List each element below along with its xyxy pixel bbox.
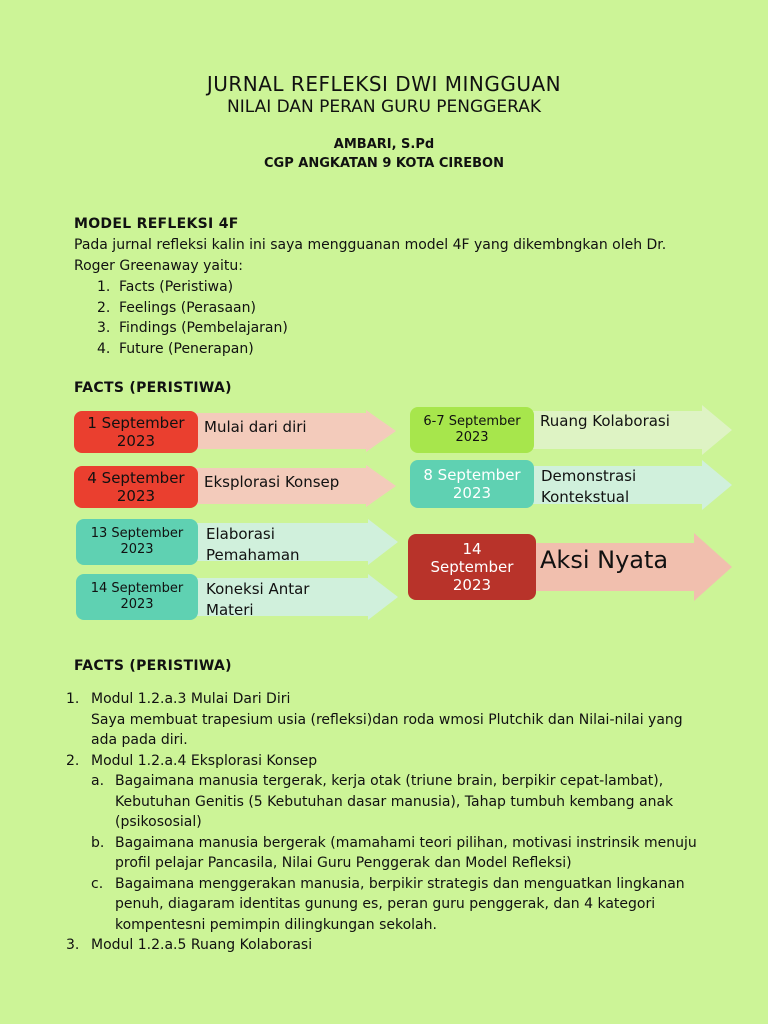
model-list <box>97 277 288 359</box>
sub-text: Kebutuhan Genitis (5 Kebutuhan dasar manusia), Tahap tumbuh kembang anak <box>115 793 674 810</box>
model-intro-line: Roger Greenaway yaitu: <box>74 258 243 274</box>
sub-text: Bagaimana manusia bergerak (mamahami teori pilihan, motivasi instrinsik menuju <box>115 834 697 851</box>
facts-list <box>66 689 706 956</box>
sub-item <box>91 771 706 833</box>
event-label: Mulai dari diri <box>204 418 307 436</box>
date-box: 14 September 2023 <box>408 534 536 600</box>
list-text: Feelings (Perasaan) <box>119 299 256 316</box>
sub-text: (psikososial) <box>115 814 202 830</box>
author-name: AMBARI, S.Pd <box>333 137 435 152</box>
list-text: Future (Penerapan) <box>119 340 254 357</box>
sub-text: penuh, diagaram identitas gunung es, peran guru penggerak, dan 4 kategori <box>115 896 656 912</box>
model-intro <box>74 235 714 277</box>
list-number: 1. <box>66 691 80 707</box>
list-number: 4. <box>97 340 111 357</box>
date-box: 6-7 September 2023 <box>410 407 534 453</box>
sub-text: kompentesni pemimpin dilingkungan sekolah. <box>115 916 437 933</box>
sub-item <box>91 874 706 936</box>
module-text: ada pada diri. <box>91 732 188 748</box>
date-box: 14 September 2023 <box>76 574 198 620</box>
list-item <box>66 935 706 956</box>
sub-letter: c. <box>91 875 104 892</box>
event-label: Eksplorasi Konsep <box>204 473 340 491</box>
sub-item <box>91 833 706 874</box>
sub-text: Bagaimana menggerakan manusia, berpikir strategis dan menguatkan lingkanan <box>115 875 685 892</box>
sub-letter: b. <box>91 834 105 851</box>
date-box: 8 September 2023 <box>410 460 534 508</box>
list-item <box>66 751 706 772</box>
module-title: Modul 1.2.a.5 Ruang Kolaborasi <box>91 937 313 953</box>
event-label: Demonstrasi Kontekstual <box>541 467 637 506</box>
timeline-heading: FACTS (PERISTIWA) <box>74 380 232 396</box>
document-subtitle: NILAI DAN PERAN GURU PENGGERAK <box>226 97 542 117</box>
list-text: Findings (Pembelajaran) <box>119 320 288 336</box>
module-text: Saya membuat trapesium usia (refleksi)dan roda wmosi Plutchik dan Nilai-nilai yang <box>91 711 683 728</box>
date-box: 1 September 2023 <box>74 411 198 453</box>
list-item <box>66 689 706 751</box>
list-text: Facts (Peristiwa) <box>119 279 234 295</box>
list-number: 2. <box>97 299 111 316</box>
list-number: 3. <box>97 320 111 336</box>
facts-heading: FACTS (PERISTIWA) <box>74 658 232 674</box>
module-title: Modul 1.2.a.4 Eksplorasi Konsep <box>91 752 318 769</box>
list-item <box>97 339 288 360</box>
list-item <box>97 277 288 298</box>
sub-letter: a. <box>91 773 105 789</box>
cohort-label: CGP ANGKATAN 9 KOTA CIREBON <box>264 156 504 171</box>
event-label: Koneksi Antar Materi <box>206 580 310 619</box>
list-item <box>97 298 288 319</box>
date-box: 13 September 2023 <box>76 519 198 565</box>
module-title: Modul 1.2.a.3 Mulai Dari Diri <box>91 691 291 707</box>
list-item <box>97 318 288 339</box>
sub-text: profil pelajar Pancasila, Nilai Guru Penggerak dan Model Refleksi) <box>115 855 572 871</box>
event-label: Aksi Nyata <box>540 546 669 574</box>
event-label: Ruang Kolaborasi <box>540 412 670 430</box>
model-intro-line: Pada jurnal refleksi kalin ini saya mengguanan model 4F yang dikembngkan oleh Dr. <box>74 237 667 253</box>
date-box: 4 September 2023 <box>74 466 198 508</box>
event-label: Elaborasi Pemahaman <box>206 525 300 564</box>
document-title: JURNAL REFLEKSI DWI MINGGUAN <box>206 72 562 96</box>
sub-text: Bagaimana manusia tergerak, kerja otak (triune brain, berpikir cepat-lambat), <box>115 773 664 789</box>
model-heading: MODEL REFLEKSI 4F <box>74 216 239 232</box>
list-number: 3. <box>66 937 80 953</box>
list-number: 2. <box>66 752 80 769</box>
list-number: 1. <box>97 279 111 295</box>
